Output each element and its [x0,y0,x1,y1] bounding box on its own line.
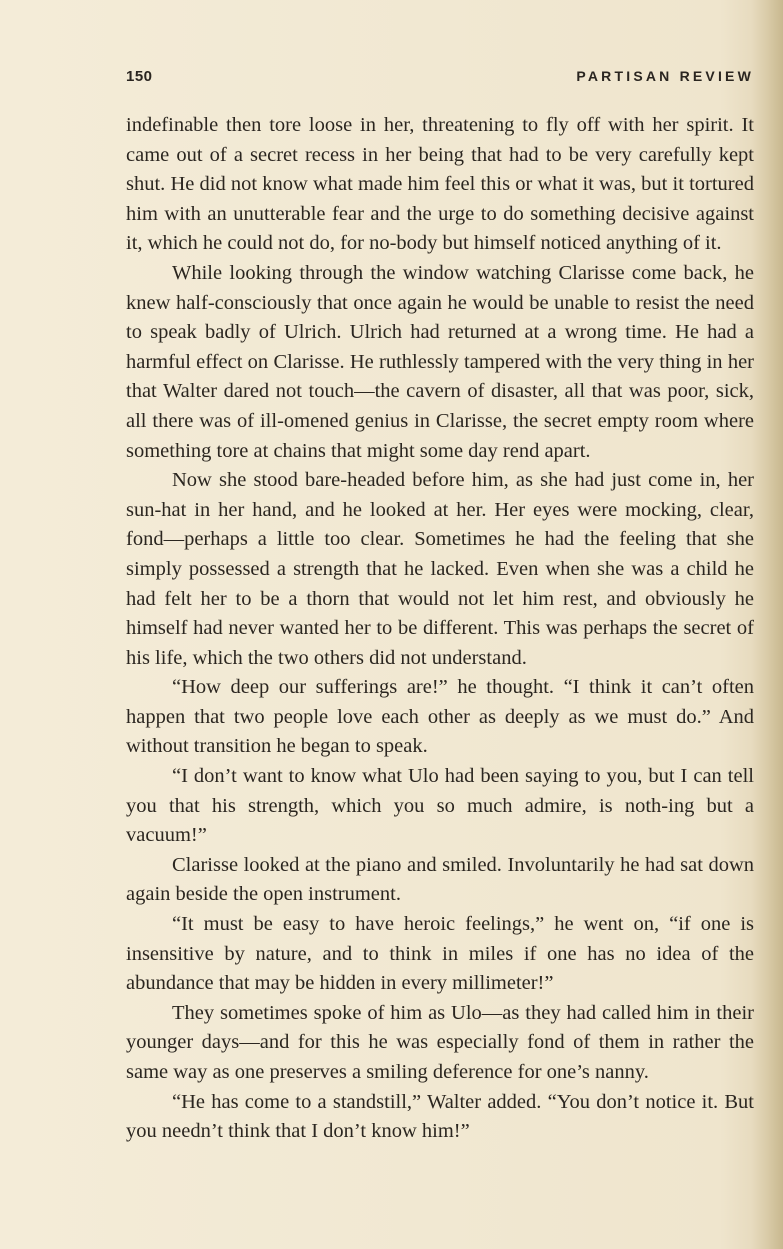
paragraph: “I don’t want to know what Ulo had been saying to you, but I can tell you that his strength, which you so much admire, is noth-ing but a vacuum!” [126,765,754,847]
paragraph: Clarisse looked at the piano and smiled. Involuntarily he had sat down again beside the open instrument. [126,853,754,906]
paragraph: They sometimes spoke of him as Ulo—as they had called him in their younger days—and for this he was especially fond of them in rather the same way as one preserves a smiling deference for one’s nanny. [126,1001,754,1083]
body-text [126,111,754,1147]
page-header [126,68,754,90]
paragraph: Now she stood bare-headed before him, as she had just come in, her sun-hat in her hand, and he looked at her. Her eyes were mocking, clear, fond—perhaps a little too clear. Sometimes he had the feeling that she simply possessed a strength that he lacked. Even when she was a child he had felt her to be a thorn that would not let him rest, and obviously he himself had never wanted her to be different. This was perhaps the secret of his life, which the two others did not understand. [126,469,754,669]
paragraph: “He has come to a standstill,” Walter added. “You don’t notice it. But you needn’t think that I don’t know him!” [126,1090,754,1143]
paragraph: “How deep our sufferings are!” he thought. “I think it can’t often happen that two people love each other as deeply as we must do.” And without transition he began to speak. [126,676,754,758]
running-title: PARTISAN REVIEW [576,68,754,84]
paragraph: indefinable then tore loose in her, threatening to fly off with her spirit. It came out of a secret recess in her being that had to be very carefully kept shut. He did not know what made him feel this or what it was, but it tortured him with an unutterable fear and the urge to do something decisive against it, which he could not do, for no-body but himself noticed anything of it. [126,114,754,255]
paragraph: While looking through the window watching Clarisse come back, he knew half-consciously that once again he would be unable to resist the need to speak badly of Ulrich. Ulrich had returned at a wrong time. He had a harmful effect on Clarisse. He ruthlessly tampered with the very thing in her that Walter dared not touch—the cavern of disaster, all that was poor, sick, all there was of ill-omened genius in Clarisse, the secret empty room where something tore at chains that might some day rend apart. [126,261,754,462]
paragraph: “It must be easy to have heroic feelings,” he went on, “if one is insensitive by nature, and to think in miles if one has no idea of the abundance that may be hidden in every millimeter!” [126,913,754,995]
page-number: 150 [126,68,153,85]
